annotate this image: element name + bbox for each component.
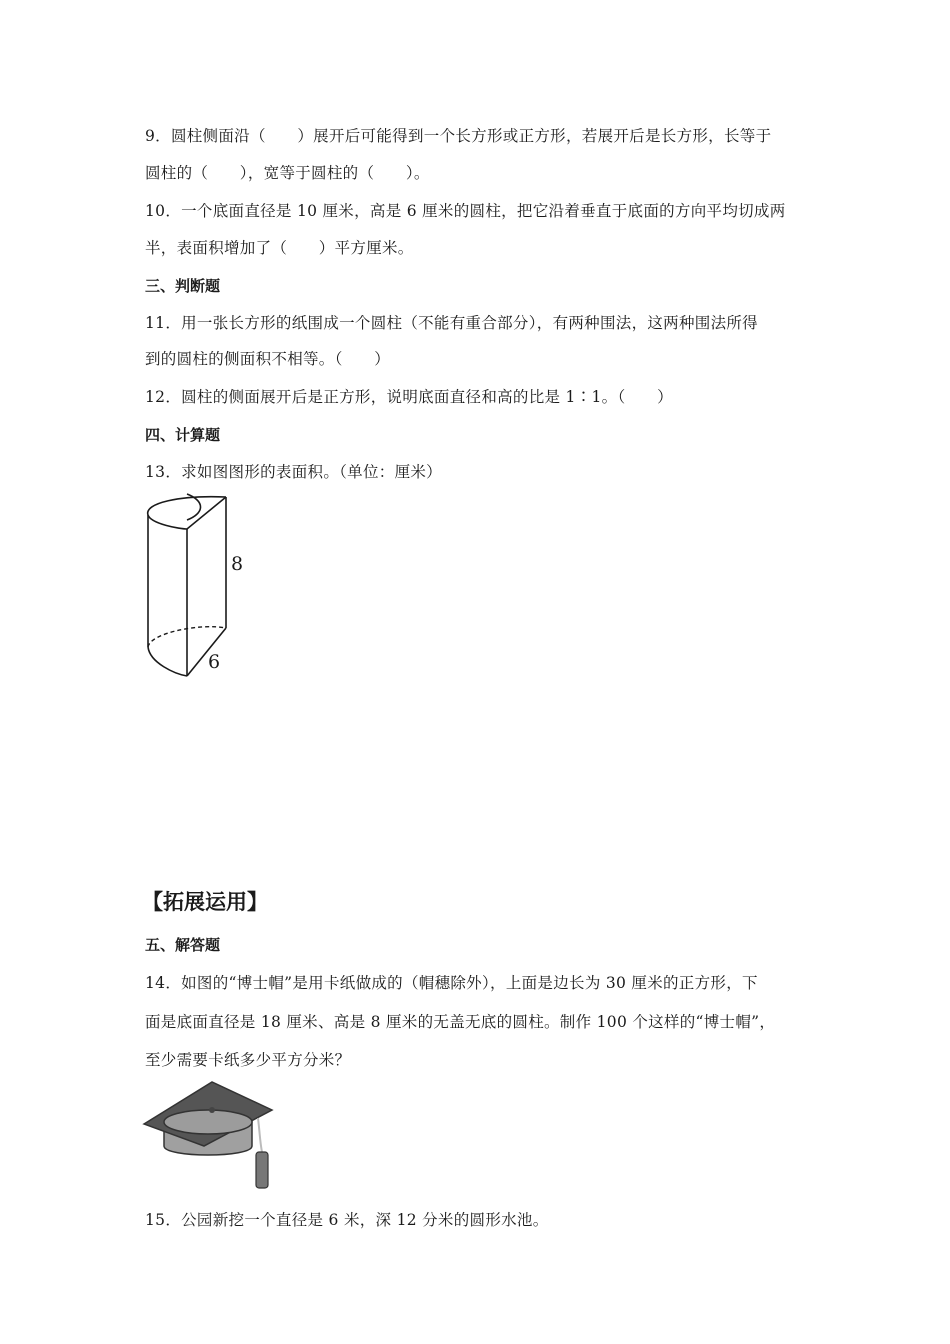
q15-line1: 15．公园新挖一个直径是 6 米，深 12 分米的圆形水池。 bbox=[145, 1211, 549, 1229]
height-label: 8 bbox=[231, 553, 244, 575]
q12-line1: 12．圆柱的侧面展开后是正方形，说明底面直径和高的比是 1∶1。（ ） bbox=[145, 388, 673, 406]
section-3-title: 三、判断题 bbox=[145, 277, 221, 295]
graduation-cap-image bbox=[140, 1080, 280, 1195]
extension-title: 【拓展运用】 bbox=[142, 890, 268, 914]
section-5-title: 五、解答题 bbox=[145, 936, 221, 954]
q14-line3: 至少需要卡纸多少平方分米？ bbox=[145, 1051, 351, 1069]
q9-line2: 圆柱的（ ），宽等于圆柱的（ ）。 bbox=[145, 164, 430, 182]
q10-line1: 10．一个底面直径是 10 厘米，高是 6 厘米的圆柱，把它沿着垂直于底面的方向平均切成两 bbox=[145, 202, 786, 220]
q14-line2: 面是底面直径是 18 厘米、高是 8 厘米的无盖无底的圆柱。制作 100 个这样的“博士帽”， bbox=[145, 1013, 776, 1031]
diameter-label: 6 bbox=[208, 651, 221, 673]
q11-line2: 到的圆柱的侧面积不相等。（ ） bbox=[145, 350, 391, 368]
half-cylinder-figure bbox=[140, 495, 260, 685]
q14-line1: 14．如图的“博士帽”是用卡纸做成的（帽穗除外），上面是边长为 30 厘米的正方形，下 bbox=[145, 974, 758, 992]
q10-line2: 半，表面积增加了（ ）平方厘米。 bbox=[145, 239, 414, 257]
q9-line1: 9．圆柱侧面沿（ ）展开后可能得到一个长方形或正方形，若展开后是长方形，长等于 bbox=[145, 127, 772, 145]
q13-line1: 13．求如图图形的表面积。（单位：厘米） bbox=[145, 463, 442, 481]
q11-line1: 11．用一张长方形的纸围成一个圆柱（不能有重合部分），有两种围法，这两种围法所得 bbox=[145, 314, 758, 332]
section-4-title: 四、计算题 bbox=[145, 426, 221, 444]
